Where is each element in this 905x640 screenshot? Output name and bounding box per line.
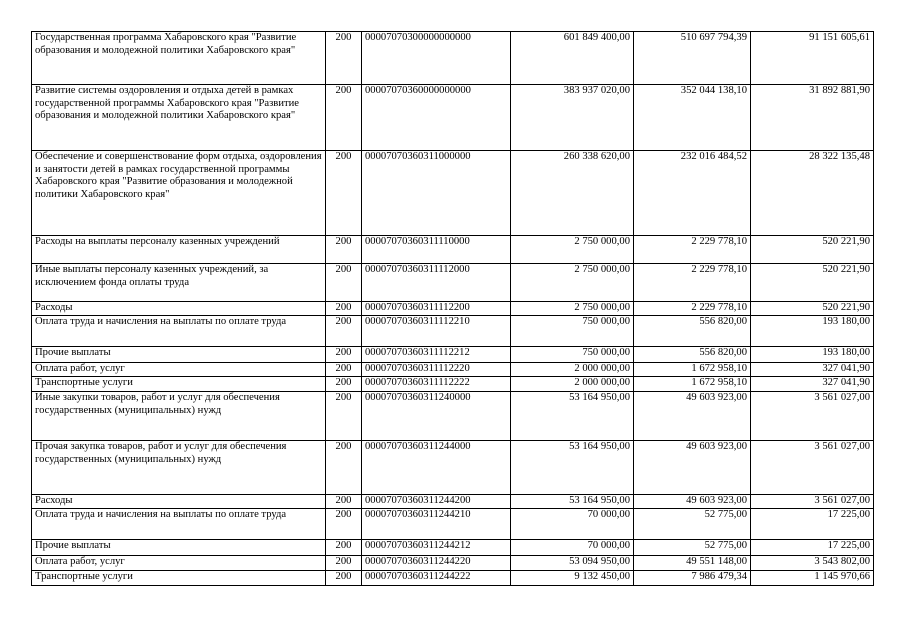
line-code-cell: 200 (326, 347, 362, 363)
approved-amount-cell: 53 164 950,00 (511, 392, 634, 441)
table-row (32, 556, 874, 571)
unexecuted-amount-cell: 520 221,90 (751, 302, 874, 316)
unexecuted-amount-cell: 1 145 970,66 (751, 571, 874, 586)
approved-amount-cell: 2 000 000,00 (511, 363, 634, 377)
expense-name-cell: Развитие системы оздоровления и отдыха детей в рамках государственной программы Хабаровского края "Развитие образования и молодежной политики Хабаровского края" (32, 85, 326, 151)
table-row (32, 264, 874, 302)
expense-name-cell: Транспортные услуги (32, 377, 326, 392)
unexecuted-amount-cell: 327 041,90 (751, 363, 874, 377)
budget-document-page (31, 31, 874, 586)
expense-name-cell: Иные закупки товаров, работ и услуг для обеспечения государственных (муниципальных) нужд (32, 392, 326, 441)
unexecuted-amount-cell: 3 543 802,00 (751, 556, 874, 571)
expense-name-cell: Прочая закупка товаров, работ и услуг для обеспечения государственных (муниципальных) нужд (32, 441, 326, 495)
unexecuted-amount-cell: 31 892 881,90 (751, 85, 874, 151)
budget-classification-code-cell: 00007070360311244222 (362, 571, 511, 586)
line-code-cell: 200 (326, 302, 362, 316)
unexecuted-amount-cell: 28 322 135,48 (751, 151, 874, 236)
approved-amount-cell: 750 000,00 (511, 347, 634, 363)
executed-amount-cell: 49 551 148,00 (634, 556, 751, 571)
table-row (32, 540, 874, 556)
expense-name-cell: Обеспечение и совершенствование форм отдыха, оздоровления и занятости детей в рамках государственной программы Хабаровского края "Развитие образования и молодежной политики Хабаровского края" (32, 151, 326, 236)
table-row (32, 363, 874, 377)
expense-name-cell: Оплата труда и начисления на выплаты по оплате труда (32, 509, 326, 540)
line-code-cell: 200 (326, 151, 362, 236)
budget-classification-code-cell: 00007070360311112000 (362, 264, 511, 302)
table-row (32, 302, 874, 316)
approved-amount-cell: 53 164 950,00 (511, 495, 634, 509)
approved-amount-cell: 53 164 950,00 (511, 441, 634, 495)
table-row (32, 441, 874, 495)
line-code-cell: 200 (326, 392, 362, 441)
table-row (32, 392, 874, 441)
line-code-cell: 200 (326, 363, 362, 377)
unexecuted-amount-cell: 17 225,00 (751, 509, 874, 540)
executed-amount-cell: 232 016 484,52 (634, 151, 751, 236)
budget-classification-code-cell: 00007070360311112210 (362, 316, 511, 347)
budget-classification-code-cell: 00007070360311244210 (362, 509, 511, 540)
unexecuted-amount-cell: 3 561 027,00 (751, 392, 874, 441)
table-row (32, 377, 874, 392)
budget-classification-code-cell: 00007070360311112220 (362, 363, 511, 377)
line-code-cell: 200 (326, 32, 362, 85)
executed-amount-cell: 49 603 923,00 (634, 495, 751, 509)
executed-amount-cell: 1 672 958,10 (634, 377, 751, 392)
unexecuted-amount-cell: 17 225,00 (751, 540, 874, 556)
budget-classification-code-cell: 00007070360311112212 (362, 347, 511, 363)
budget-classification-code-cell: 00007070360311244220 (362, 556, 511, 571)
budget-classification-code-cell: 00007070360311112200 (362, 302, 511, 316)
table-row (32, 236, 874, 264)
line-code-cell: 200 (326, 85, 362, 151)
unexecuted-amount-cell: 520 221,90 (751, 236, 874, 264)
approved-amount-cell: 9 132 450,00 (511, 571, 634, 586)
approved-amount-cell: 53 094 950,00 (511, 556, 634, 571)
executed-amount-cell: 52 775,00 (634, 509, 751, 540)
budget-classification-code-cell: 00007070360311244000 (362, 441, 511, 495)
expense-name-cell: Прочие выплаты (32, 347, 326, 363)
executed-amount-cell: 2 229 778,10 (634, 302, 751, 316)
line-code-cell: 200 (326, 495, 362, 509)
table-body (32, 32, 874, 586)
unexecuted-amount-cell: 520 221,90 (751, 264, 874, 302)
executed-amount-cell: 352 044 138,10 (634, 85, 751, 151)
table-row (32, 85, 874, 151)
line-code-cell: 200 (326, 264, 362, 302)
approved-amount-cell: 2 750 000,00 (511, 264, 634, 302)
budget-classification-code-cell: 00007070360000000000 (362, 85, 511, 151)
budget-classification-code-cell: 00007070360311112222 (362, 377, 511, 392)
approved-amount-cell: 70 000,00 (511, 540, 634, 556)
line-code-cell: 200 (326, 377, 362, 392)
budget-classification-code-cell: 00007070360311244212 (362, 540, 511, 556)
budget-classification-code-cell: 00007070360311244200 (362, 495, 511, 509)
expense-name-cell: Государственная программа Хабаровского края "Развитие образования и молодежной политики Хабаровского края" (32, 32, 326, 85)
line-code-cell: 200 (326, 540, 362, 556)
expense-name-cell: Транспортные услуги (32, 571, 326, 586)
table-row (32, 32, 874, 85)
table-row (32, 509, 874, 540)
table-row (32, 495, 874, 509)
table-row (32, 316, 874, 347)
table-row (32, 571, 874, 586)
executed-amount-cell: 2 229 778,10 (634, 236, 751, 264)
budget-classification-code-cell: 00007070360311240000 (362, 392, 511, 441)
approved-amount-cell: 601 849 400,00 (511, 32, 634, 85)
table-row (32, 347, 874, 363)
unexecuted-amount-cell: 3 561 027,00 (751, 441, 874, 495)
table-row (32, 151, 874, 236)
executed-amount-cell: 49 603 923,00 (634, 441, 751, 495)
executed-amount-cell: 7 986 479,34 (634, 571, 751, 586)
unexecuted-amount-cell: 3 561 027,00 (751, 495, 874, 509)
approved-amount-cell: 70 000,00 (511, 509, 634, 540)
unexecuted-amount-cell: 193 180,00 (751, 316, 874, 347)
expense-name-cell: Оплата работ, услуг (32, 363, 326, 377)
budget-classification-code-cell: 00007070300000000000 (362, 32, 511, 85)
expense-name-cell: Расходы (32, 495, 326, 509)
unexecuted-amount-cell: 193 180,00 (751, 347, 874, 363)
approved-amount-cell: 2 000 000,00 (511, 377, 634, 392)
executed-amount-cell: 49 603 923,00 (634, 392, 751, 441)
budget-classification-code-cell: 00007070360311110000 (362, 236, 511, 264)
executed-amount-cell: 2 229 778,10 (634, 264, 751, 302)
line-code-cell: 200 (326, 571, 362, 586)
line-code-cell: 200 (326, 509, 362, 540)
executed-amount-cell: 1 672 958,10 (634, 363, 751, 377)
approved-amount-cell: 383 937 020,00 (511, 85, 634, 151)
line-code-cell: 200 (326, 556, 362, 571)
executed-amount-cell: 52 775,00 (634, 540, 751, 556)
approved-amount-cell: 2 750 000,00 (511, 236, 634, 264)
line-code-cell: 200 (326, 236, 362, 264)
budget-classification-code-cell: 00007070360311000000 (362, 151, 511, 236)
expense-name-cell: Прочие выплаты (32, 540, 326, 556)
unexecuted-amount-cell: 91 151 605,61 (751, 32, 874, 85)
approved-amount-cell: 260 338 620,00 (511, 151, 634, 236)
approved-amount-cell: 2 750 000,00 (511, 302, 634, 316)
budget-execution-table (31, 31, 874, 586)
expense-name-cell: Расходы на выплаты персоналу казенных учреждений (32, 236, 326, 264)
expense-name-cell: Расходы (32, 302, 326, 316)
executed-amount-cell: 556 820,00 (634, 347, 751, 363)
expense-name-cell: Оплата труда и начисления на выплаты по оплате труда (32, 316, 326, 347)
expense-name-cell: Оплата работ, услуг (32, 556, 326, 571)
expense-name-cell: Иные выплаты персоналу казенных учреждений, за исключением фонда оплаты труда (32, 264, 326, 302)
executed-amount-cell: 556 820,00 (634, 316, 751, 347)
executed-amount-cell: 510 697 794,39 (634, 32, 751, 85)
unexecuted-amount-cell: 327 041,90 (751, 377, 874, 392)
approved-amount-cell: 750 000,00 (511, 316, 634, 347)
line-code-cell: 200 (326, 441, 362, 495)
line-code-cell: 200 (326, 316, 362, 347)
